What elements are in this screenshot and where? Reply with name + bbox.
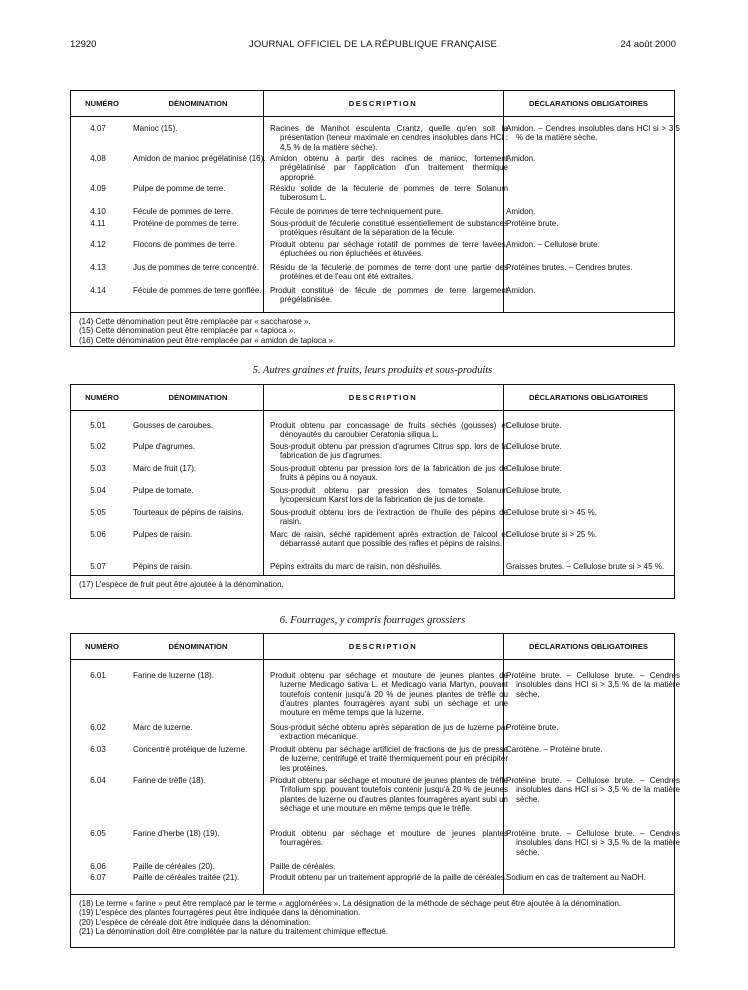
- section-title: 5. Autres graines et fruits, leurs produits et sous-produits: [252, 365, 493, 376]
- row-description: Sous-produit obtenu par pression lors de la fabrication de jus de fruits à pépins ou à noyaux.: [270, 464, 508, 483]
- row-description: Sous-produit de féculerie constitué essentiellement de substances protéiques résultant de la séparation de la fécule.: [270, 219, 508, 238]
- row-declarations: Amidon.: [506, 154, 536, 163]
- publication-date: 24 août 2000: [620, 39, 676, 50]
- row-description: Paille de céréales.: [270, 862, 336, 871]
- row-declarations: Amidon.: [506, 207, 536, 216]
- row-number: 5.03: [90, 464, 106, 473]
- row-declarations: Graisses brutes. – Cellulose brute si > 45 %.: [506, 562, 665, 571]
- row-description: Amidon obtenu à partir des racines de manioc, fortement prégélatinisé par l'application d'un traitement thermique approprié.: [270, 154, 508, 182]
- row-declarations: Cellulose brute si > 25 %.: [506, 530, 597, 539]
- row-declarations: Protéine brute.: [506, 219, 559, 228]
- table-body: [71, 659, 680, 894]
- table-section-5: [70, 384, 675, 599]
- row-description: Produit obtenu par séchage rotatif de pommes de terre lavées, épluchées ou non épluchées et étuvées.: [270, 240, 508, 259]
- table-section-4: [70, 90, 680, 347]
- row-denomination: Paille de céréales (20).: [133, 862, 215, 871]
- row-number: 4.10: [90, 207, 106, 216]
- row-description: Fécule de pommes de terre techniquement pure.: [270, 207, 443, 216]
- column-header-description: DESCRIPTION: [348, 393, 418, 402]
- footnote: (16) Cette dénomination peut être remplacée par « amidon de tapioca ».: [79, 335, 336, 345]
- column-header-numero: NUMÉRO: [85, 393, 119, 402]
- row-number: 5.04: [90, 486, 106, 495]
- section-title: 6. Fourrages, y compris fourrages grossiers: [279, 615, 466, 626]
- row-denomination: Manioc (15).: [133, 124, 178, 133]
- row-denomination: Fécule de pommes de terre gonflée.: [133, 286, 262, 295]
- row-declarations: Amidon. – Cendres insolubles dans HCl si > 3,5 % de la matière sèche.: [506, 124, 680, 143]
- row-declarations: Protéine brute. – Cellulose brute. – Cendres insolubles dans HCl si > 3,5 % de la matière sèche.: [506, 671, 680, 699]
- row-number: 6.01: [90, 671, 106, 680]
- footnote: (15) Cette dénomination peut être remplacée par « tapioca ».: [79, 326, 296, 336]
- row-denomination: Farine d'herbe (18) (19).: [133, 829, 220, 838]
- row-description: Marc de raisin, séché rapidement après extraction de l'alcool et débarrassé autant que possible des rafles et pépins de raisins.: [270, 530, 508, 549]
- column-header-declarations: DÉCLARATIONS OBLIGATOIRES: [529, 99, 648, 108]
- row-denomination: Pulpes de raisin.: [133, 530, 193, 539]
- row-description: Produit obtenu par séchage et mouture de jeunes plantes de trèfle Trifolium spp. pouvant toutefois contenir jusqu'à 20 % de jeunes plantes de luzerne ou d'autres plantes fourragères ayant subi un séchage et une mouture en même temps que le trèfle.: [270, 776, 508, 813]
- row-number: 5.01: [90, 421, 106, 430]
- column-header-description: DESCRIPTION: [348, 642, 418, 651]
- column-header-declarations: DÉCLARATIONS OBLIGATOIRES: [529, 393, 648, 402]
- column-header-denomination: DÉNOMINATION: [168, 642, 228, 651]
- row-denomination: Protéine de pommes de terre.: [133, 219, 239, 228]
- row-denomination: Flocons de pommes de terre.: [133, 240, 238, 249]
- row-number: 5.07: [90, 562, 106, 571]
- row-denomination: Farine de luzerne (18).: [133, 671, 214, 680]
- footnote: (18) Le terme « farine » peut être remplacé par le terme « agglomérées ». La désignation de la méthode de séchage peut être ajoutée à la dénomination.: [79, 899, 622, 908]
- table-header: [71, 385, 674, 411]
- row-denomination: Farine de trèfle (18).: [133, 776, 206, 785]
- row-declarations: Carotène. – Protéine brute.: [506, 745, 603, 754]
- table-body: [71, 410, 674, 575]
- page-header: [70, 39, 676, 53]
- table-notes: [71, 312, 674, 346]
- table-body: [71, 116, 680, 312]
- row-denomination: Paille de céréales traitée (21).: [133, 873, 240, 882]
- row-declarations: Cellulose brute.: [506, 486, 562, 495]
- row-description: Sous-produit obtenu par pression des tomates Solanum lycopersicum Karst lors de la fabrication de jus de tomate.: [270, 486, 508, 505]
- row-denomination: Concentré protéique de luzerne.: [133, 745, 248, 754]
- row-number: 4.12: [90, 240, 106, 249]
- row-denomination: Gousses de caroubes.: [133, 421, 214, 430]
- row-number: 6.04: [90, 776, 106, 785]
- column-header-denomination: DÉNOMINATION: [168, 99, 228, 108]
- row-description: Produit obtenu par séchage artificiel de fractions de jus de presse de luzerne, centrifugé et traité thermiquement pour en précipiter les protéines.: [270, 745, 508, 773]
- column-header-description: DESCRIPTION: [348, 99, 418, 108]
- row-declarations: Protéine brute.: [506, 723, 559, 732]
- row-declarations: Cellulose brute.: [506, 464, 562, 473]
- row-declarations: Amidon.: [506, 286, 536, 295]
- row-declarations: Protéine brute. – Cellulose brute. – Cendres insolubles dans HCl si > 3,5 % de la matière sèche.: [506, 776, 680, 804]
- footnote: (21) La dénomination doit être complétée par la nature du traitement chimique effectué.: [79, 926, 388, 936]
- row-number: 4.14: [90, 286, 106, 295]
- row-number: 4.13: [90, 263, 106, 272]
- row-declarations: Cellulose brute si > 45 %.: [506, 508, 597, 517]
- row-declarations: Amidon. – Cellulose brute.: [506, 240, 600, 249]
- row-denomination: Pulpe de tomate.: [133, 486, 194, 495]
- row-declarations: Sodium en cas de traitement au NaOH.: [506, 873, 646, 882]
- table-section-6: [70, 633, 680, 948]
- row-denomination: Marc de fruit (17).: [133, 464, 197, 473]
- row-number: 5.05: [90, 508, 106, 517]
- row-description: Sous-produit obtenu lors de l'extraction de l'huile des pépins de raisin.: [270, 508, 508, 527]
- row-number: 6.06: [90, 862, 106, 871]
- column-header-numero: NUMÉRO: [85, 642, 119, 651]
- row-number: 4.09: [90, 184, 106, 193]
- row-denomination: Pépins de raisin.: [133, 562, 193, 571]
- row-description: Produit obtenu par concassage de fruits séchés (gousses) et dénoyautés du caroubier Ceratonia siliqua L.: [270, 421, 508, 440]
- journal-title: JOURNAL OFFICIEL DE LA RÉPUBLIQUE FRANÇAISE: [248, 39, 498, 50]
- row-description: Sous-produit séché obtenu après séparation de jus de luzerne par extraction mécanique.: [270, 723, 508, 742]
- row-number: 6.07: [90, 873, 106, 882]
- row-description: Produit obtenu par séchage et mouture de jeunes plantes fourragères.: [270, 829, 508, 848]
- row-description: Produit obtenu par séchage et mouture de jeunes plantes de luzerne Medicago sativa L. et Medicago varia Martyn, pouvant toutefois contenir jusqu'à 20 % de jeunes plantes de trèfle ou d'autres plantes fourragères ayant subi un séchage et une mouture en même temps que la luzerne.: [270, 671, 508, 718]
- row-denomination: Jus de pommes de terre concentré.: [133, 263, 259, 272]
- row-denomination: Amidon de manioc prégélatinisé (16).: [133, 154, 266, 163]
- row-description: Résidu de la féculerie de pommes de terre dont une partie des protéines et de l'eau ont été extraites.: [270, 263, 508, 282]
- table-notes: [71, 575, 674, 599]
- row-denomination: Fécule de pommes de terre.: [133, 207, 234, 216]
- column-header-numero: NUMÉRO: [85, 99, 119, 108]
- row-number: 4.11: [90, 219, 106, 228]
- row-description: Pépins extraits du marc de raisin, non déshuilés.: [270, 562, 443, 571]
- row-declarations: Protéines brutes. – Cendres brutes.: [506, 263, 633, 272]
- footnote: (14) Cette dénomination peut être remplacée par « saccharose ».: [79, 317, 311, 326]
- row-declarations: Protéine brute. – Cellulose brute. – Cendres insolubles dans HCl si > 3,5 % de la matière sèche.: [506, 829, 680, 857]
- table-header: [71, 634, 674, 660]
- footnote: (17) L'espèce de fruit peut être ajoutée à la dénomination.: [79, 580, 284, 589]
- row-number: 6.03: [90, 745, 106, 754]
- row-number: 4.08: [90, 154, 106, 163]
- row-number: 6.02: [90, 723, 106, 732]
- table-header: [71, 91, 674, 117]
- row-description: Produit obtenu par un traitement approprié de la paille de céréales.: [270, 873, 508, 882]
- page-number: 12920: [70, 39, 97, 50]
- row-description: Racines de Manihot esculenta Crantz, quelle qu'en soit la présentation (teneur maximale en cendres insolubles dans HCl : 4,5 % de la matière sèche).: [270, 124, 508, 152]
- row-number: 5.06: [90, 530, 106, 539]
- footnote: (20) L'espèce de céréale doit être indiquée dans la dénomination.: [79, 917, 311, 927]
- row-denomination: Pulpe de pomme de terre.: [133, 184, 226, 193]
- row-description: Produit constitué de fécule de pommes de terre largement prégélatinisée.: [270, 286, 508, 305]
- row-denomination: Pulpe d'agrumes.: [133, 442, 196, 451]
- row-description: Sous-produit obtenu par pression d'agrumes Citrus spp. lors de la fabrication de jus d'agrumes.: [270, 442, 508, 461]
- row-declarations: Cellulose brute.: [506, 442, 562, 451]
- row-number: 6.05: [90, 829, 106, 838]
- row-denomination: Marc de luzerne.: [133, 723, 193, 732]
- column-header-declarations: DÉCLARATIONS OBLIGATOIRES: [529, 642, 648, 651]
- row-number: 5.02: [90, 442, 106, 451]
- column-header-denomination: DÉNOMINATION: [168, 393, 228, 402]
- row-denomination: Tourteaux de pépins de raisins.: [133, 508, 244, 517]
- row-number: 4.07: [90, 124, 106, 133]
- row-declarations: Cellulose brute.: [506, 421, 562, 430]
- table-notes: [71, 894, 674, 947]
- footnote: (19) L'espèce des plantes fourragères peut être indiquée dans la dénomination.: [79, 908, 361, 918]
- row-description: Résidu solide de la féculerie de pommes de terre Solanum tuberosum L.: [270, 184, 508, 203]
